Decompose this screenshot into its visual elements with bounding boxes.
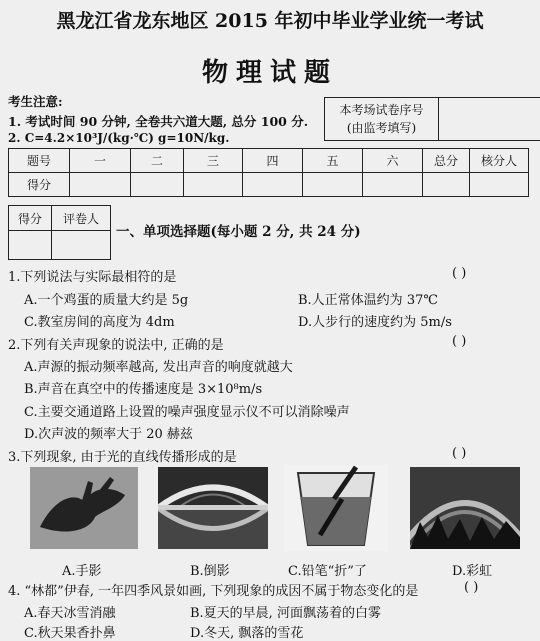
question-3-option-d: D.彩虹 (452, 564, 493, 579)
question-1-answer-paren: ( ) (452, 266, 467, 281)
question-1-option-b: B.人正常体温约为 37℃ (298, 293, 438, 308)
question-3-option-c: C.铅笔“折”了 (288, 564, 367, 579)
score-table-score-row (9, 173, 529, 197)
score-header-cell: 一 (70, 149, 131, 173)
section-1-heading: 一、单项选择题(每小题 2 分, 共 24 分) (116, 224, 361, 240)
pencil-in-water-image (284, 465, 388, 551)
question-2-answer-paren: ( ) (452, 334, 467, 349)
exam-title: 黑龙江省龙东地区 2015 年初中毕业学业统一考试 (56, 10, 484, 32)
question-2-stem: 2.下列有关声现象的说法中, 正确的是 (8, 338, 224, 353)
question-1-option-d: D.人步行的速度约为 5m/s (298, 315, 452, 330)
question-4-option-b: B.夏天的早晨, 河面飘荡着的白雾 (190, 606, 381, 621)
grader-score-label: 得分 (9, 206, 52, 231)
score-cell[interactable] (470, 173, 529, 197)
seat-number-box (324, 97, 540, 141)
question-4-option-d: D.冬天, 飘落的雪花 (190, 626, 304, 641)
hand-shadow-image (30, 467, 138, 549)
question-2-option-c: C.主要交通道路上设置的噪声强度显示仪不可以消除噪声 (24, 405, 350, 420)
reflection-bridge-image (158, 467, 268, 549)
score-header-cell: 二 (131, 149, 184, 173)
question-4-option-a: A.春天冰雪消融 (24, 606, 116, 621)
question-1-stem: 1.下列说法与实际最相符的是 (8, 270, 177, 285)
question-1-option-c: C.教室房间的高度为 4dm (24, 315, 175, 330)
score-header-cell: 题号 (9, 149, 70, 173)
seat-number-label-line2: (由监考填写) (346, 121, 417, 135)
score-cell[interactable] (303, 173, 363, 197)
question-2-option-b: B.声音在真空中的传播速度是 3×10⁸m/s (24, 382, 263, 397)
seat-number-label-line1: 本考场试卷序号 (339, 103, 424, 117)
question-3-answer-paren: ( ) (452, 446, 467, 461)
notes-heading: 考生注意: (8, 94, 63, 109)
score-cell[interactable] (363, 173, 423, 197)
score-cell[interactable] (423, 173, 470, 197)
question-2-option-d: D.次声波的频率大于 20 赫兹 (24, 427, 193, 442)
rainbow-image (410, 467, 520, 549)
score-cell[interactable] (243, 173, 303, 197)
score-header-cell: 三 (184, 149, 243, 173)
score-header-cell: 总分 (423, 149, 470, 173)
grader-name-cell[interactable] (52, 231, 111, 260)
score-cell[interactable] (184, 173, 243, 197)
score-table (8, 148, 529, 197)
question-3-option-a: A.手影 (62, 564, 102, 579)
score-header-cell: 核分人 (470, 149, 529, 173)
score-header-cell: 四 (243, 149, 303, 173)
question-4-answer-paren: ( ) (464, 580, 479, 595)
score-header-cell: 五 (303, 149, 363, 173)
question-1-option-a: A.一个鸡蛋的质量大约是 5g (24, 293, 189, 308)
question-4-stem: 4. “林都”伊春, 一年四季风景如画, 下列现象的成因不属于物态变化的是 (8, 584, 419, 599)
seat-number-label (325, 98, 439, 140)
question-3-option-b: B.倒影 (190, 564, 230, 579)
grader-score-cell[interactable] (9, 231, 52, 260)
exam-subject-title: 物理试题 (201, 58, 338, 88)
grader-name-label: 评卷人 (52, 206, 111, 231)
score-cell[interactable] (70, 173, 131, 197)
question-2-option-a: A.声源的振动频率越高, 发出声音的响度就越大 (24, 360, 293, 375)
score-header-cell: 六 (363, 149, 423, 173)
notes-line-1: 1. 考试时间 90 分钟, 全卷共六道大题, 总分 100 分. (8, 114, 309, 129)
score-row-label: 得分 (9, 173, 70, 197)
score-table-header-row (9, 149, 529, 173)
notes-line-2: 2. C=4.2×10³J/(kg·℃) g=10N/kg. (8, 131, 230, 145)
question-4-option-c: C.秋天果香扑鼻 (24, 626, 116, 641)
grader-box (8, 205, 111, 260)
question-3-stem: 3.下列现象, 由于光的直线传播形成的是 (8, 450, 237, 465)
score-cell[interactable] (131, 173, 184, 197)
